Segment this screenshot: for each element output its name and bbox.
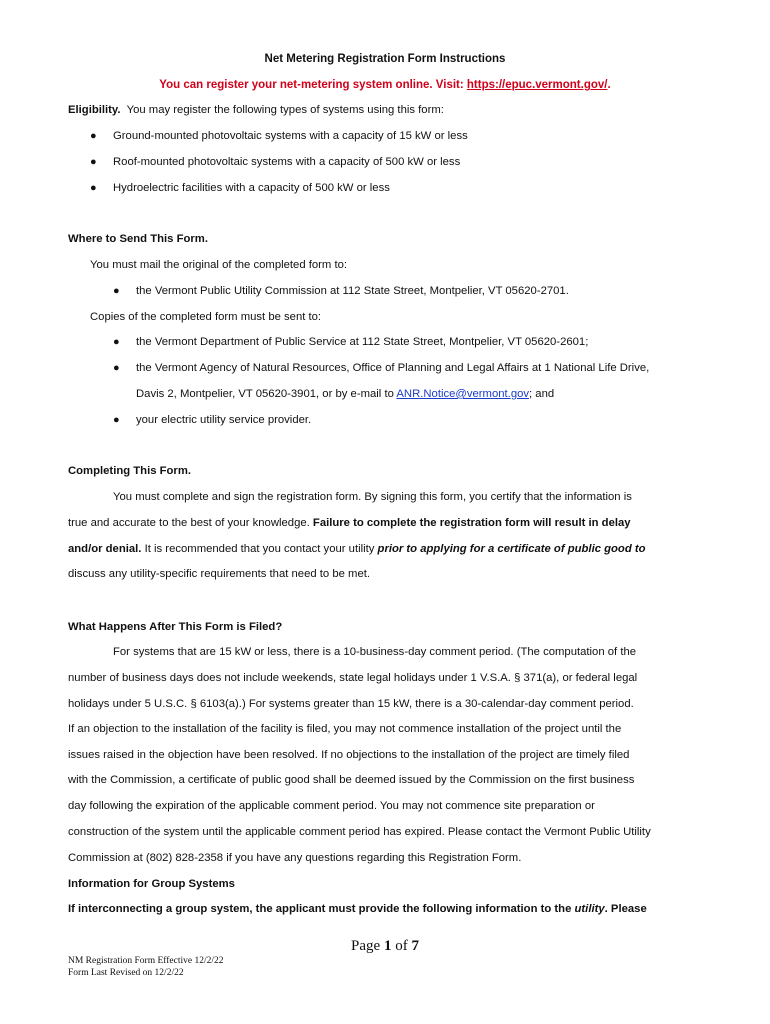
group-line [68, 902, 647, 916]
group-line-end: . Please [604, 903, 647, 915]
copy-item-utility: your electric utility service provider. [136, 414, 312, 426]
after-line: holidays under 5 U.S.C. § 6103(a).) For systems greater than 15 kW, there is a 30-calendar-day comment period. [68, 698, 634, 710]
group-heading-text: Information for Group Systems [68, 878, 235, 890]
completing-line-2-text: true and accurate to the best of your knowledge. [68, 517, 313, 529]
completing-heading [68, 464, 191, 478]
completing-heading-text: Completing This Form. [68, 465, 192, 477]
document-title: Net Metering Registration Form Instructions [264, 53, 506, 65]
bullet-icon: ● [113, 362, 120, 374]
completing-line-2 [68, 516, 631, 530]
mail-intro: You must mail the original of the completed form to: [90, 259, 348, 271]
copies-intro: Copies of the completed form must be sent to: [90, 311, 322, 323]
anr-address: Davis 2, Montpelier, VT 05620-3901, or by e-mail to [136, 388, 397, 400]
completing-line-3-text: It is recommended that you contact your utility [141, 543, 378, 555]
bullet-icon: ● [113, 414, 120, 426]
completing-line-4: discuss any utility-specific requirements that need to be met. [68, 568, 371, 580]
copy-item-anr-line1: the Vermont Agency of Natural Resources, Office of Planning and Legal Affairs at 1 National Life Drive, [136, 362, 650, 374]
epuc-link[interactable]: https://epuc.vermont.gov/ [466, 79, 608, 91]
online-notice-text: You can register your net-metering system online. Visit: [159, 79, 467, 91]
page-current: 1 [383, 938, 392, 954]
after-heading-text: What Happens After This Form is Filed? [68, 621, 283, 633]
bullet-icon: ● [113, 336, 120, 348]
copy-item-dps: the Vermont Department of Public Service at 112 State Street, Montpelier, VT 05620-2601; [136, 336, 589, 348]
eligibility-intro-text: You may register the following types of systems using this form: [126, 104, 444, 116]
where-heading [68, 232, 208, 246]
after-line: day following the expiration of the applicable comment period. You may not commence site preparation or [68, 800, 595, 812]
completing-emphasis: prior to applying for a certificate of public good to [377, 543, 646, 555]
mail-item: the Vermont Public Utility Commission at 112 State Street, Montpelier, VT 05620-2701. [136, 285, 569, 297]
after-heading [68, 620, 282, 634]
eligibility-intro [68, 103, 444, 117]
eligibility-heading: Eligibility. [68, 104, 121, 116]
completing-warning-part1: Failure to complete the registration form will result in delay [312, 517, 631, 529]
group-utility-emphasis: utility [574, 903, 605, 915]
eligibility-item-hydro: Hydroelectric facilities with a capacity of 500 kW or less [113, 182, 390, 194]
page-total: 7 [411, 938, 419, 954]
anr-email-link[interactable]: ANR.Notice@vermont.gov [396, 388, 530, 400]
group-line-text: If interconnecting a group system, the applicant must provide the following information to the [68, 903, 575, 915]
completing-warning-part2: and/or denial. [68, 543, 142, 555]
eligibility-item-roof: Roof-mounted photovoltaic systems with a capacity of 500 kW or less [113, 156, 461, 168]
after-line: number of business days does not include weekends, state legal holidays under 1 V.S.A. § 371(a), or federal legal [68, 672, 638, 684]
page-of-label: of [391, 938, 412, 954]
where-heading-text: Where to Send This Form. [68, 233, 208, 245]
bullet-icon: ● [90, 130, 97, 142]
page-number [0, 938, 770, 955]
after-line: with the Commission, a certificate of public good shall be deemed issued by the Commission on the first business [68, 774, 635, 786]
anr-line-end: ; and [529, 388, 555, 400]
bullet-icon: ● [113, 285, 120, 297]
after-line: issues raised in the objection have been resolved. If no objections to the installation of the project are timely filed [68, 749, 630, 761]
eligibility-item-ground: Ground-mounted photovoltaic systems with a capacity of 15 kW or less [113, 130, 468, 142]
bullet-icon: ● [90, 182, 97, 194]
page-label: Page [351, 938, 384, 954]
footer-revised: Form Last Revised on 12/2/22 [68, 968, 184, 978]
completing-line-3 [68, 542, 646, 556]
online-notice-end: . [607, 79, 611, 91]
group-heading [68, 877, 235, 891]
completing-line-1: You must complete and sign the registration form. By signing this form, you certify that the information is [113, 491, 632, 503]
after-line: construction of the system until the applicable comment period has expired. Please contact the Vermont Public Utility [68, 826, 651, 838]
footer-effective: NM Registration Form Effective 12/2/22 [68, 956, 224, 966]
after-line: If an objection to the installation of the facility is filed, you may not commence installation of the project until the [68, 723, 622, 735]
after-line: Commission at (802) 828-2358 if you have any questions regarding this Registration Form. [68, 852, 522, 864]
after-line: For systems that are 15 kW or less, there is a 10-business-day comment period. (The computation of the [113, 646, 637, 658]
bullet-icon: ● [90, 156, 97, 168]
copy-item-anr-line2 [136, 387, 554, 401]
online-notice [0, 78, 770, 92]
